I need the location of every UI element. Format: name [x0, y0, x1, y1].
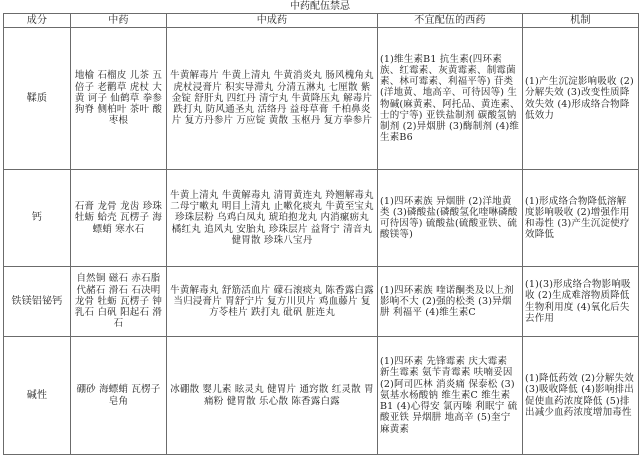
header-incompatible-drugs: 不宜配伍的西药	[378, 14, 523, 28]
compatibility-table	[3, 13, 639, 455]
header-mechanism: 机制	[523, 14, 639, 28]
patent-medicine-cell: 牛黄解毒片 牛黄上清丸 牛黄消炎丸 肠风槐角丸 虎杖浸膏片 积实导滞丸 分清五淋丸 七厘散 紫金锭 舒肝丸 四红丹 清宁丸 牛黄降压丸 解毒片 跌打丸 防风通圣丸 活络丹 益母草膏 千柏鼻炎片 复方丹参片 万应锭 黄散 玉枢丹 复方拳参片	[167, 28, 378, 170]
table-row	[4, 267, 639, 337]
category-cell: 钙	[4, 170, 71, 267]
herbs-cell: 自然铜 磁石 赤石脂 代赭石 滑石 石决明 龙骨 牡蛎 瓦楞子 钟乳石 白矾 阳起石 滑石	[71, 267, 167, 337]
category-cell: 碱性	[4, 337, 71, 455]
herbs-cell: 地榆 石榴皮 儿茶 五倍子 老鹳草 虎杖 大黄 诃子 仙鹤草 拳参 狗脊 侧柏叶 茶叶 酸枣根	[71, 28, 167, 170]
patent-medicine-cell: 牛黄解毒丸 舒筋活血片 礞石滚痰丸 陈香露白露 当归浸膏片 胃舒宁片 复方川贝片 鸡血藤片 复方苓桂片 跌打丸 砒矾 脏连丸	[167, 267, 378, 337]
herbs-cell: 石膏 龙骨 龙齿 珍珠 牡蛎 蛤壳 瓦楞子 海螵蛸 寒水石	[71, 170, 167, 267]
header-patent-medicine: 中成药	[167, 14, 378, 28]
mechanism-cell: (1)产生沉淀影响吸收 (2)分解失效 (3)改变性质降效失效 (4)形成络合物降低效力	[523, 28, 639, 170]
mechanism-cell: (1)(3)形成络合物影响吸收 (2)生成难溶物质降低生物利用度 (4)氧化后失去作用	[523, 267, 639, 337]
header-row	[4, 14, 639, 28]
western-drug-cell: (1)四环素族 异烟肼 (2)洋地黄类 (3)磷酸盐(磷酸氢化喹啉磷酸可待因等) 硫酸盐(硫酸亚铁、硫酸镁等)	[378, 170, 523, 267]
header-herbs: 中药	[71, 14, 167, 28]
herbs-cell: 硼砂 海螵蛸 瓦楞子 皂角	[71, 337, 167, 455]
western-drug-cell: (1)四环素 先锋霉素 庆大霉素 新生霉素 氨苄青霉素 呋喃妥因 (2)阿司匹林 消炎痛 保泰松 (3)氨基水杨酸钠 维生素C 维生素B1 (4)心得安 氯丙嗪 利眠宁 硫酸亚铁 异烟肼 地高辛 (5)奎宁 麻黄素	[378, 337, 523, 455]
patent-medicine-cell: 牛黄上清丸 牛黄解毒丸 清胃黄连丸 羚翘解毒丸 二母宁嗽丸 明目上清丸 止嗽化痰丸 牛黄至宝丸 珍珠层粉 乌鸡白凤丸 琥珀抱龙丸 内消瘰疬丸 橘红丸 追风丸 安胎丸 珍珠层片 益肾宁 清音丸 健胃散 珍珠八宝丹	[167, 170, 378, 267]
western-drug-cell: (1)维生素B1 抗生素(四环素族、红霉素、灰黄霉素、制霉菌素、林可霉素、利福平等) 苷类(洋地黄、地高辛、可待因等) 生物碱(麻黄素、阿托品、黄连素、士的宁等) 亚铁盐制剂 碳酸氢钠制剂 (2)异烟肼 (3)酶制剂 (4)维生素B6	[378, 28, 523, 170]
header-component: 成分	[4, 14, 71, 28]
category-cell: 铁镁铝铋钙	[4, 267, 71, 337]
western-drug-cell: (1)四环素族 喹诺酮类及以上剂影响不大 (2)强的松类 (3)异烟肼 利福平 (4)维生素C	[378, 267, 523, 337]
mechanism-cell: (1)降低药效 (2)分解失效 (3)吸收降低 (4)影响排出促使血药浓度降低 (5)排出减少血药浓度增加毒性	[523, 337, 639, 455]
table-title: 中药配伍禁忌	[290, 1, 350, 12]
table-row	[4, 170, 639, 267]
mechanism-cell: (1)形成络合物降低溶解度影响吸收 (2)增强作用和毒性 (3)产生沉淀使疗效降低	[523, 170, 639, 267]
table-row	[4, 28, 639, 170]
patent-medicine-cell: 冰硼散 婴儿素 眩灵丸 健胃片 通窍散 红灵散 胃痛粉 健胃散 乐心散 陈香露白露	[167, 337, 378, 455]
table-row	[4, 337, 639, 455]
category-cell: 鞣质	[4, 28, 71, 170]
